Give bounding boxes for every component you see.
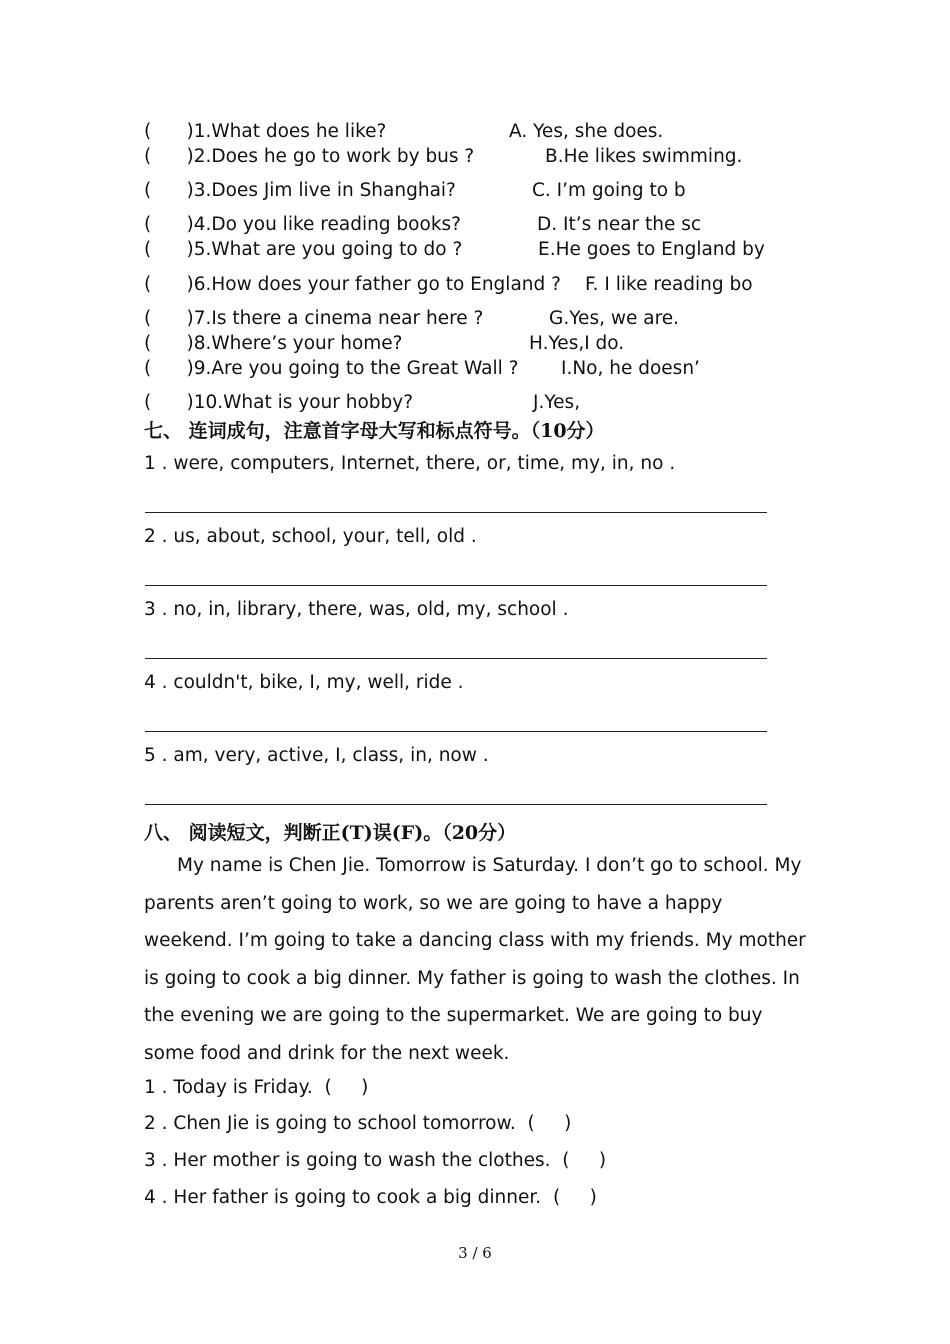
answer-line-1[interactable] [145, 512, 767, 513]
matching-answer-d: D. It’s near the sc [537, 214, 702, 235]
matching-question-9: ( )9.Are you going to the Great Wall ? [144, 358, 519, 379]
matching-question-4: ( )4.Do you like reading books? [144, 214, 461, 235]
matching-question-5: ( )5.What are you going to do ? [144, 239, 463, 260]
matching-question-3: ( )3.Does Jim live in Shanghai? [144, 180, 456, 201]
matching-answer-i: I.No, he doesn’ [561, 358, 700, 379]
matching-answer-e: E.He goes to England by [538, 239, 765, 260]
page-number: 3 / 6 [458, 1244, 492, 1262]
tf-question-1: 1 . Today is Friday. ( ) [144, 1077, 369, 1098]
section-8-heading: 八、 阅读短文，判断正(T)误(F)。（20分） [144, 822, 517, 844]
matching-answer-g: G.Yes, we are. [549, 308, 680, 329]
section-7-heading: 七、 连词成句，注意首字母大写和标点符号。（10分） [144, 420, 605, 442]
matching-answer-b: B.He likes swimming. [545, 146, 743, 167]
matching-question-10: ( )10.What is your hobby? [144, 392, 414, 413]
matching-question-1: ( )1.What does he like? [144, 121, 387, 142]
matching-answer-h: H.Yes,I do. [529, 333, 625, 354]
answer-line-3[interactable] [145, 658, 767, 659]
tf-question-2: 2 . Chen Jie is going to school tomorrow. ( ) [144, 1113, 572, 1134]
matching-question-8: ( )8.Where’s your home? [144, 333, 403, 354]
tf-question-4: 4 . Her father is going to cook a big dinner. ( ) [144, 1187, 597, 1208]
matching-question-6: ( )6.How does your father go to England ? [144, 274, 561, 295]
tf-question-3: 3 . Her mother is going to wash the clothes. ( ) [144, 1150, 607, 1171]
sentence-item-2: 2 . us, about, school, your, tell, old . [144, 526, 477, 547]
matching-answer-f: F. I like reading bo [585, 274, 753, 295]
sentence-item-1: 1 . were, computers, Internet, there, or, time, my, in, no . [144, 453, 676, 474]
answer-line-2[interactable] [145, 585, 767, 586]
matching-answer-j: J.Yes, [533, 392, 581, 413]
sentence-item-3: 3 . no, in, library, there, was, old, my, school . [144, 599, 569, 620]
sentence-item-4: 4 . couldn't, bike, I, my, well, ride . [144, 672, 464, 693]
reading-passage [144, 847, 809, 1072]
matching-question-7: ( )7.Is there a cinema near here ? [144, 308, 484, 329]
matching-answer-c: C. I’m going to b [532, 180, 686, 201]
reading-passage-text: My name is Chen Jie. Tomorrow is Saturday. I don’t go to school. My parents aren’t going to work, so we are going to have a happy weekend. I’m going to take a dancing class with my friends. My mother is going to cook a big dinner. My father is going to wash the clothes. In the evening we are going to the supermarket. We are going to buy some food and drink for the next week. [144, 855, 806, 1064]
matching-question-2: ( )2.Does he go to work by bus ? [144, 146, 475, 167]
sentence-item-5: 5 . am, very, active, I, class, in, now . [144, 745, 489, 766]
answer-line-5[interactable] [145, 804, 767, 805]
answer-line-4[interactable] [145, 731, 767, 732]
matching-answer-a: A. Yes, she does. [509, 121, 664, 142]
